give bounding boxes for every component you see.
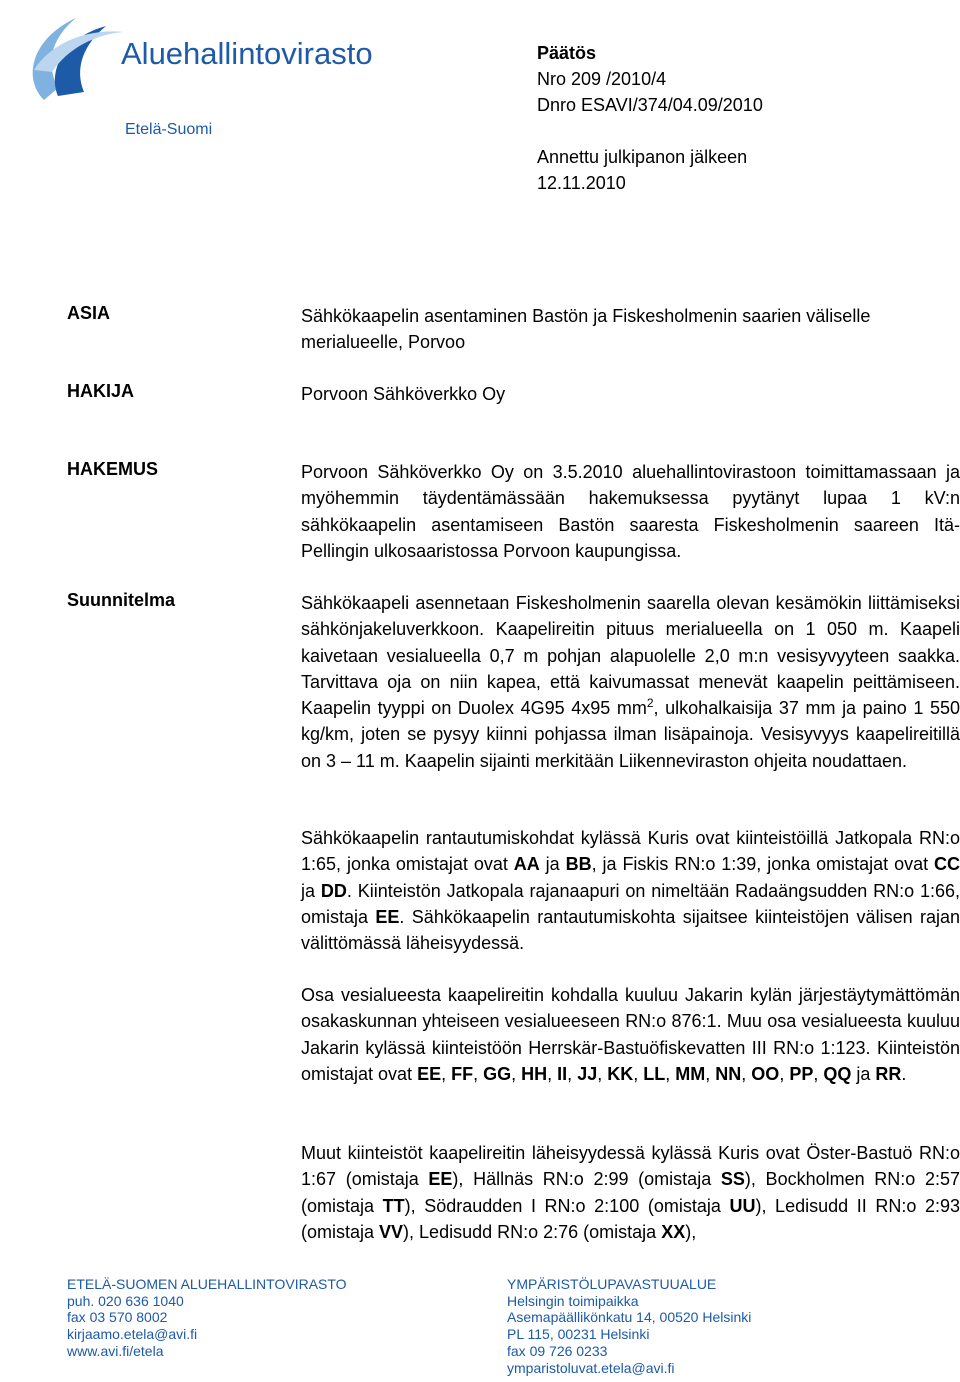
owner-code: MM [675, 1063, 706, 1084]
owner-code: PP [789, 1063, 814, 1084]
hakemus-label: HAKEMUS [67, 459, 159, 479]
p3-text: Osa vesialueesta kaapelireitin kohdalla kuuluu Jakarin kylän järjestäytymättömän osakaskunnan yhteiseen vesialueeseen RN:o 876:1. Muu osa vesialueesta kuuluu Jakarin kylässä kiinteistöön Herrskär-Bastuöfiskevatten III RN:o 1:123. Kiinteistön omistajat ovat [301, 985, 960, 1084]
footer-email-link[interactable]: ymparistoluvat.etela@avi.fi [507, 1359, 675, 1376]
owner-code: DD [320, 880, 347, 901]
decision-header [537, 40, 763, 196]
footer-fax: fax 03 570 8002 [67, 1309, 168, 1326]
owner-code: NN [715, 1063, 742, 1084]
owner-separator: , [705, 1063, 716, 1084]
suunnitelma-paragraph-1 [301, 590, 960, 774]
footer-website-link[interactable]: www.avi.fi/etela [67, 1342, 164, 1359]
footer-office: Helsingin toimipaikka [507, 1292, 639, 1309]
p2-text: . Kiinteistön Jatkopala rajanaapuri on nimeltään Radaängsudden RN:o 1:66, omistaja [301, 880, 960, 927]
owner-separator: , [473, 1063, 484, 1084]
owner-separator: , [597, 1063, 608, 1084]
owner-code: XX [661, 1221, 686, 1242]
footer-phone: puh. 020 636 1040 [67, 1292, 184, 1309]
footer-unit-name: YMPÄRISTÖLUPAVASTUUALUE [507, 1276, 717, 1292]
owner-code: QQ [823, 1063, 852, 1084]
suunnitelma-paragraph-3 [301, 982, 960, 1087]
p4-text: ), [685, 1221, 697, 1242]
logo-text: Aluehallintovirasto [121, 36, 373, 71]
p1-text-a: Sähkökaapeli asennetaan Fiskesholmenin saarella olevan kesämökin liittämiseksi sähkönjakeluverkkoon. Kaapelireitin pituus merialueella on 1 050 m. Kaapeli kaivetaan vesialueella 0,7 m pohjan alapuolelle 2,0 m:n vesisyvyyteen saakka. Tarvittava oja on niin kapea, että kaivumassat menevät kaapelin peittämiseen. Kaapelin tyyppi on Duolex 4G95 4x95 mm [301, 593, 960, 719]
agency-logo [14, 8, 374, 108]
owner-code: BB [565, 854, 592, 875]
agency-region: Etelä-Suomi [125, 121, 213, 138]
owner-separator: , [567, 1063, 578, 1084]
p4-text: ), Bockholmen RN:o 2:57 (omistaja [301, 1169, 960, 1216]
suunnitelma-paragraph-4 [301, 1140, 960, 1245]
owner-separator: , [741, 1063, 752, 1084]
owner-code: FF [451, 1063, 474, 1084]
owner-code: GG [483, 1063, 512, 1084]
p4-text: ), Södraudden I RN:o 2:100 (omistaja [404, 1195, 730, 1216]
owner-separator: , [511, 1063, 522, 1084]
p1-text-b: , ulkohalkaisija 37 mm ja paino 1 550 kg/km, joten se pysyy kiinni pohjassa ilman lisäpainoja. Vesisyvyys kaapelireitillä on 3 – 11 m. Kaapelin sijainti merkitään Liikenneviraston ohjeita noudattaen. [301, 698, 960, 771]
footer-email-link[interactable]: kirjaamo.etela@avi.fi [67, 1326, 198, 1343]
suunnitelma-paragraph-2 [301, 825, 960, 956]
p2-text: ja [301, 880, 321, 901]
p2-text: Sähkökaapelin rantautumiskohdat kylässä Kuris ovat kiinteistöillä Jatkopala RN:o 1:65, jonka omistajat ovat [301, 828, 960, 875]
owner-separator: ja [851, 1063, 876, 1084]
asia-label: ASIA [67, 303, 111, 323]
asia-text [301, 303, 870, 355]
asia-line-2: merialueelle, Porvoo [301, 332, 466, 352]
footer-agency-name: ETELÄ-SUOMEN ALUEHALLINTOVIRASTO [67, 1276, 347, 1292]
owner-code: LL [643, 1063, 666, 1084]
footer-contact-right [507, 1276, 751, 1376]
p4-text: ), Ledisudd RN:o 2:76 (omistaja [403, 1221, 662, 1242]
footer-street-address: Asemapäällikönkatu 14, 00520 Helsinki [507, 1309, 752, 1326]
hakemus-text: Porvoon Sähköverkko Oy on 3.5.2010 aluehallintovirastoon toimittamassaan ja myöhemmin täydentämässään hakemuksessa pyytänyt lupaa 1 kV:n sähkökaapelin asentamiseen Bastön saaresta Fiskesholmenin saareen Itä-Pellingin ulkosaaristossa Porvoon kaupungissa. [301, 462, 960, 561]
owner-separator: , [633, 1063, 644, 1084]
owner-code: EE [375, 906, 400, 927]
decision-given-label: Annettu julkipanon jälkeen [537, 147, 748, 167]
footer-fax: fax 09 726 0233 [507, 1342, 608, 1359]
owner-code: JJ [577, 1063, 598, 1084]
asia-line-1: Sähkökaapelin asentaminen Bastön ja Fiskesholmenin saarien väliselle [301, 306, 871, 326]
p4-text: Muut kiinteistöt kaapelireitin läheisyydessä kylässä Kuris ovat Öster-Bastuö RN:o 1:67 (omistaja [301, 1143, 960, 1190]
owner-code: HH [521, 1063, 548, 1084]
footer-contact-left [67, 1276, 347, 1360]
owner-separator: , [779, 1063, 790, 1084]
owner-code: OO [751, 1063, 780, 1084]
hakija-value: Porvoon Sähköverkko Oy [301, 384, 506, 404]
owner-code: SS [720, 1169, 745, 1190]
suunnitelma-label: Suunnitelma [67, 590, 176, 610]
owner-separator: , [547, 1063, 558, 1084]
owner-code: II [557, 1063, 568, 1084]
p2-text: . Sähkökaapelin rantautumiskohta sijaitsee kiinteistöjen välisen rajan välittömässä läheisyydessä. [301, 906, 960, 954]
owner-code: KK [607, 1063, 634, 1084]
p2-text: , ja Fiskis RN:o 1:39, jonka omistajat ovat [591, 854, 935, 875]
owner-code: AA [513, 854, 540, 875]
p3-owner-list [417, 1064, 906, 1084]
footer-postal-address: PL 115, 00231 Helsinki [507, 1326, 650, 1343]
decision-number: Nro 209 /2010/4 [537, 69, 667, 89]
owner-code: VV [379, 1221, 404, 1242]
p1-superscript: 2 [646, 696, 654, 711]
decision-title: Päätös [537, 43, 597, 63]
owner-code: TT [382, 1195, 405, 1216]
owner-code: EE [428, 1169, 453, 1190]
hakija-label: HAKIJA [67, 381, 135, 401]
p2-text: ja [539, 854, 566, 875]
owner-code: CC [934, 854, 960, 875]
owner-separator: , [665, 1063, 676, 1084]
owner-separator: , [813, 1063, 824, 1084]
owner-code: RR [875, 1063, 902, 1084]
decision-date: 12.11.2010 [537, 173, 626, 193]
decision-dnro: Dnro ESAVI/374/04.09/2010 [537, 95, 763, 115]
p4-text: ), Ledisudd II RN:o 2:93 (omistaja [301, 1195, 960, 1242]
owner-code: UU [729, 1195, 756, 1216]
owner-separator: . [901, 1063, 907, 1084]
owner-code: EE [417, 1063, 442, 1084]
owner-separator: , [441, 1063, 452, 1084]
p4-text: ), Hällnäs RN:o 2:99 (omistaja [452, 1169, 721, 1190]
